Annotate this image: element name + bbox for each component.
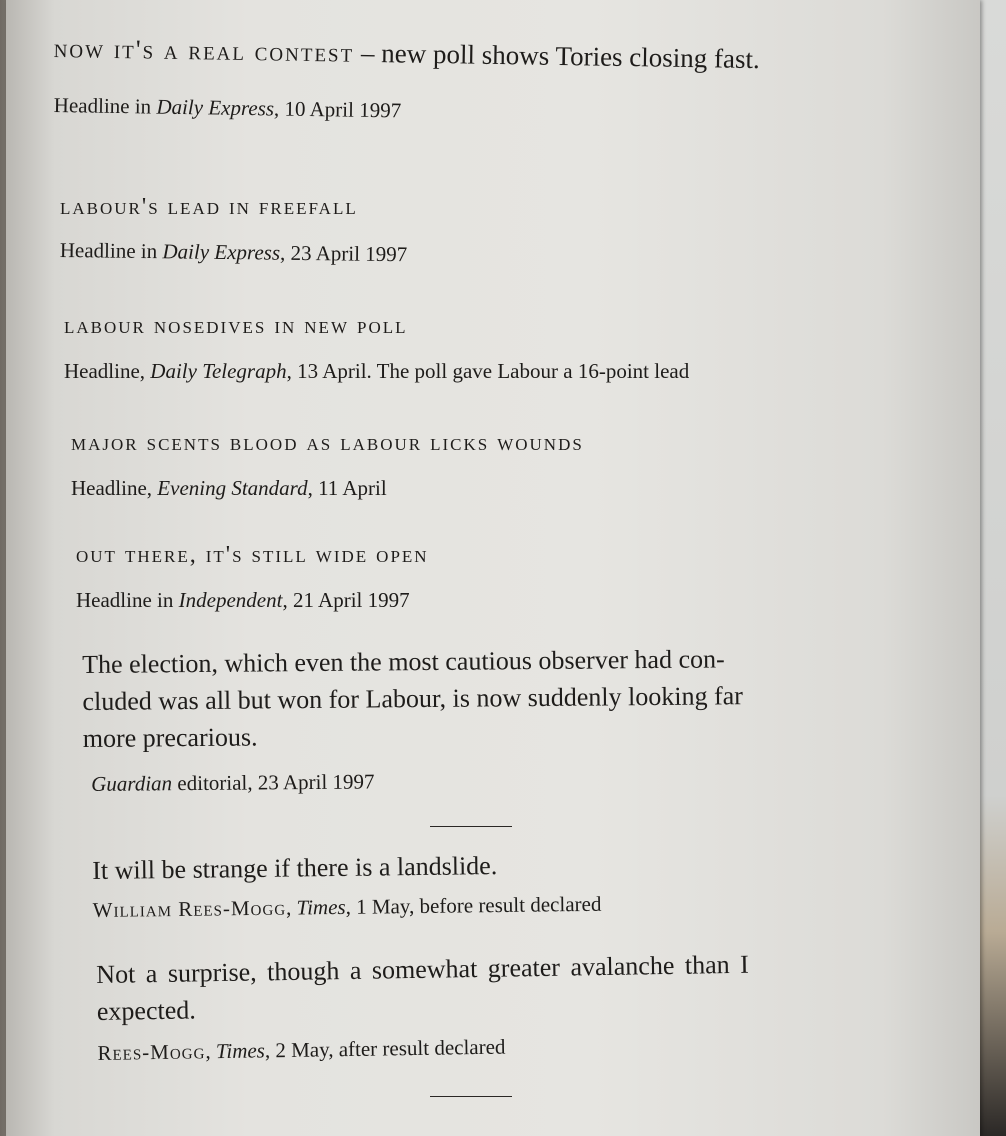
headline-block bbox=[53, 30, 873, 79]
quote-line: It will be strange if there is a landslide. bbox=[92, 851, 498, 885]
publication: Daily Telegraph bbox=[150, 359, 287, 383]
headline: labour nosedives in new poll bbox=[64, 313, 408, 339]
quote-line: cluded was all but won for Labour, is now suddenly looking far bbox=[82, 681, 743, 716]
source-suffix: , 2 May, after result declared bbox=[264, 1034, 506, 1063]
source-prefix: Headline in bbox=[53, 92, 157, 119]
rees-mogg-quote bbox=[96, 946, 750, 1066]
headline: major scents blood as labour licks wounds bbox=[71, 430, 584, 456]
publication: Daily Express bbox=[156, 94, 275, 121]
author-name: William Rees-Mogg bbox=[92, 895, 287, 922]
book-page bbox=[6, 0, 980, 1136]
source-suffix: , 10 April 1997 bbox=[273, 96, 402, 123]
source-line bbox=[64, 358, 689, 384]
source-line bbox=[91, 765, 744, 797]
source-line bbox=[60, 237, 408, 267]
section-divider bbox=[430, 1096, 512, 1097]
attribution-line bbox=[93, 891, 602, 923]
source-prefix: Headline in bbox=[59, 237, 163, 264]
source-suffix: editorial, 23 April 1997 bbox=[172, 769, 375, 796]
guardian-quote bbox=[82, 640, 744, 797]
publication: Independent bbox=[178, 588, 283, 612]
headline: now it's a real contest bbox=[53, 32, 355, 68]
publication: Times bbox=[296, 894, 346, 920]
source-line bbox=[76, 587, 429, 613]
quote-line: The election, which even the most cautious observer had con- bbox=[82, 644, 725, 679]
quote-line: expected. bbox=[96, 995, 196, 1026]
publication: Evening Standard bbox=[157, 476, 308, 500]
author-name: Rees-Mogg bbox=[97, 1039, 206, 1065]
source-prefix: Headline, bbox=[71, 476, 158, 500]
publication: Times bbox=[215, 1038, 266, 1064]
source-line bbox=[54, 92, 874, 131]
headline-rest: – new poll shows Tories closing fast. bbox=[354, 37, 761, 75]
quote-entry bbox=[53, 30, 874, 123]
source-suffix: , 1 May, before result declared bbox=[345, 891, 602, 919]
headline: labour's lead in freefall bbox=[60, 194, 358, 220]
separator: , bbox=[285, 895, 297, 920]
quote-entry bbox=[71, 430, 584, 501]
source-suffix: , 23 April 1997 bbox=[279, 240, 408, 267]
attribution-line bbox=[97, 1030, 750, 1066]
publication: Guardian bbox=[91, 771, 173, 796]
rees-mogg-quote bbox=[92, 846, 602, 923]
source-suffix: , 11 April bbox=[307, 476, 387, 500]
source-suffix: , 13 April. The poll gave Labour a 16-point lead bbox=[286, 359, 690, 383]
source-line bbox=[71, 475, 584, 501]
publication: Daily Express bbox=[162, 239, 281, 265]
quote-line: Not a surprise, though a somewhat greater avalanche than I bbox=[96, 949, 750, 989]
section-divider bbox=[430, 826, 512, 827]
quote-entry bbox=[64, 313, 689, 384]
separator: , bbox=[205, 1039, 217, 1064]
quote-line: more precarious. bbox=[82, 722, 258, 753]
source-prefix: Headline, bbox=[64, 359, 151, 383]
source-prefix: Headline in bbox=[76, 588, 179, 612]
quote-entry bbox=[59, 194, 408, 267]
source-suffix: , 21 April 1997 bbox=[282, 588, 410, 612]
quote-entry bbox=[76, 542, 429, 613]
headline: out there, it's still wide open bbox=[76, 542, 429, 568]
